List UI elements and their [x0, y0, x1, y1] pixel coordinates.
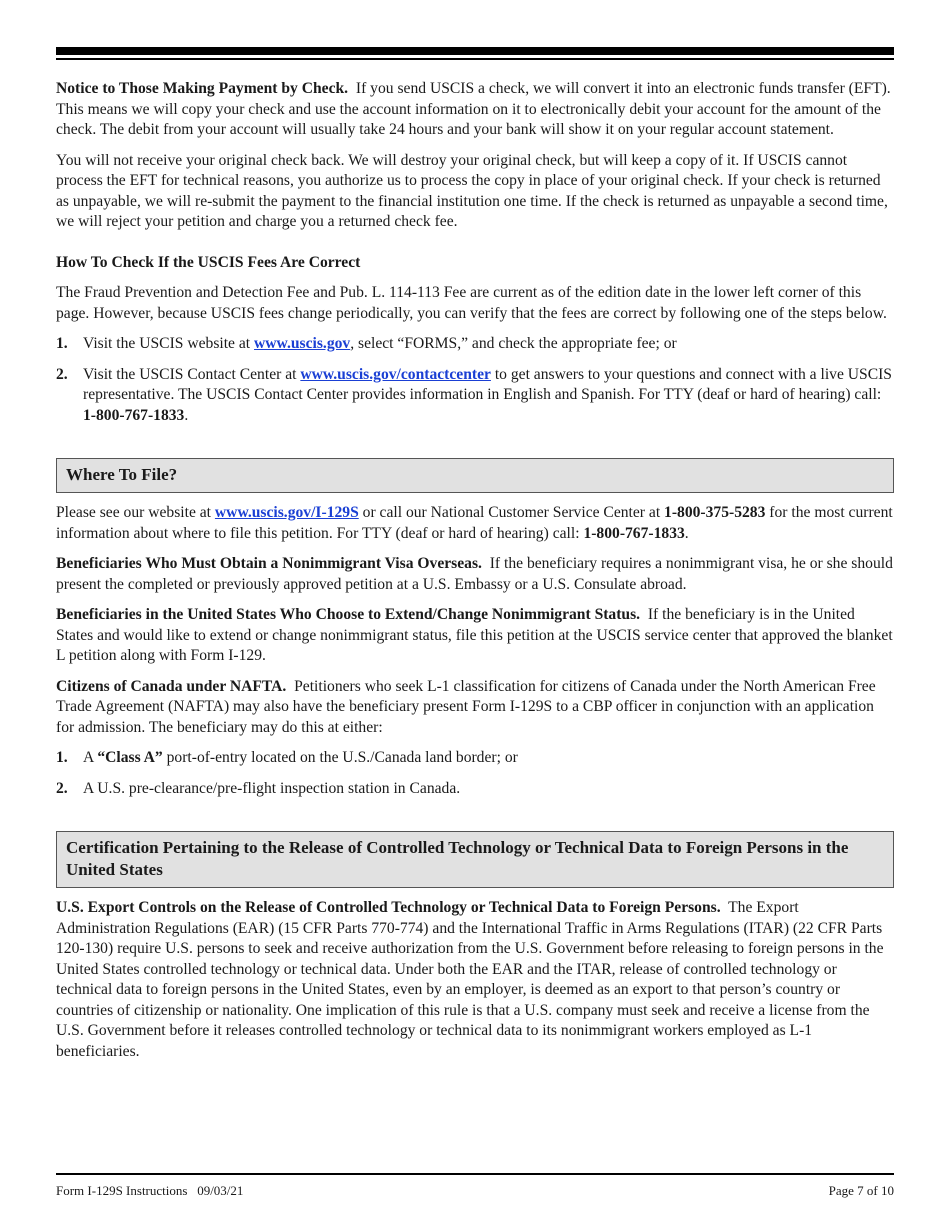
top-heavy-rule: [56, 47, 894, 55]
nscs-phone-number: 1-800-375-5283: [664, 504, 766, 521]
fees-list-item-2: 2. Visit the USCIS Contact Center at www.uscis.gov/contactcenter to get answers to your questions and connect with a live USCIS representative. The USCIS Contact Center provides information in English and Spanish. For TTY (deaf or hard of hearing) call: 1-800-767-1833.: [56, 365, 892, 424]
check-notice-heading: Notice to Those Making Payment by Check.: [56, 80, 349, 97]
footer-form-edition: Form I-129S Instructions 09/03/21: [56, 1183, 244, 1198]
canada-nafta-paragraph: Citizens of Canada under NAFTA. Petitioners who seek L-1 classification for citizens of Canada under the North American Free Trade Agreement (NAFTA) may also have the beneficiary present Form I-129S to a CBP officer in conjunction with an application for admission. The beneficiary may do this at either:: [56, 677, 876, 736]
tty-phone-number: 1-800-767-1833: [83, 406, 185, 424]
page-content: [56, 79, 894, 1062]
footer-page-number: Page 7 of 10: [828, 1183, 894, 1198]
footer-rule: [56, 1173, 894, 1175]
top-thin-rule: [56, 58, 894, 60]
where-to-file-p1: Please see our website at www.uscis.gov/I-129S or call our National Customer Service Center at 1-800-375-5283 for the most current information about where to file this petition. For TTY (deaf or hard of hearing) call: 1-800-767-1833.: [56, 504, 893, 542]
overseas-paragraph: Beneficiaries Who Must Obtain a Nonimmigrant Visa Overseas. If the beneficiary requires a nonimmigrant visa, he or she should present the completed or previously approved petition at a U.S. Embassy or a U.S. Consulate abroad.: [56, 555, 893, 593]
fees-heading: How To Check If the USCIS Fees Are Correct: [56, 253, 361, 271]
uscis-website-link[interactable]: www.uscis.gov: [254, 335, 351, 352]
fees-list-item-1: 1. Visit the USCIS website at www.uscis.gov, select “FORMS,” and check the appropriate fee; or: [56, 335, 677, 352]
certification-section-header: Certification Pertaining to the Release of Controlled Technology or Technical Data to Foreign Persons in the United States: [56, 831, 894, 888]
us-status-paragraph: Beneficiaries in the United States Who Choose to Extend/Change Nonimmigrant Status. If the beneficiary is in the United States and would like to extend or change nonimmigrant status, file this petition at the USCIS service center that approved the blanket L petition along with Form I-129.: [56, 606, 893, 664]
canada-list-item-1: 1. A “Class A” port-of-entry located on the U.S./Canada land border; or: [56, 749, 518, 766]
contact-center-link[interactable]: www.uscis.gov/contactcenter: [300, 365, 491, 383]
check-notice-text: If you send USCIS a check, we will convert it into an electronic funds transfer (EFT). This means we will copy your check and use the account information on it to electronically debit your account for the amount of the check. The debit from your account will usually take 24 hours and your bank will show it on your regular account statement.: [56, 80, 891, 138]
canada-list-item-2: 2. A U.S. pre-clearance/pre-flight inspection station in Canada.: [56, 779, 461, 797]
where-to-file-section-header: Where To File?: [56, 458, 894, 493]
i129s-website-link[interactable]: www.uscis.gov/I-129S: [214, 504, 359, 521]
tty-phone-number-2: 1-800-767-1833: [583, 524, 685, 542]
export-controls-paragraph: U.S. Export Controls on the Release of Controlled Technology or Technical Data to Foreign Persons. The Export Administration Regulations (EAR) (15 CFR Parts 770-774) and the International Traffic in Arms Regulations (ITAR) (22 CFR Parts 120-130) require U.S. persons to seek and receive authorization from the U.S. Government before releasing to foreign persons in the United States controlled technology or technical data. Under both the EAR and the ITAR, release of controlled technology or technical data to foreign persons in the United States, even by an employer, is deemed as an export to that person’s country or countries of citizenship or nationality. One implication of this rule is that a U.S. company must seek and receive a license from the U.S. Government before it releases controlled technology or technical data to its nonimmigrant workers employed as L-1 beneficiaries.: [56, 899, 884, 1060]
check-notice-p1: [56, 79, 894, 141]
check-notice-p2: You will not receive your original check back. We will destroy your original check, but will keep a copy of it. If USCIS cannot process the EFT for technical reasons, you authorize us to process the copy in place of your original check. If your check is returned as unpayable, we will re-submit the payment to the financial institution one time. If the check is returned as unpayable a second time, we will reject your petition and charge you a returned check fee.: [56, 151, 888, 230]
fees-intro: The Fraud Prevention and Detection Fee and Pub. L. 114-113 Fee are current as of the edition date in the lower left corner of this page. However, because USCIS fees change periodically, you can verify that the fees are correct by following one of the steps below.: [56, 284, 887, 322]
